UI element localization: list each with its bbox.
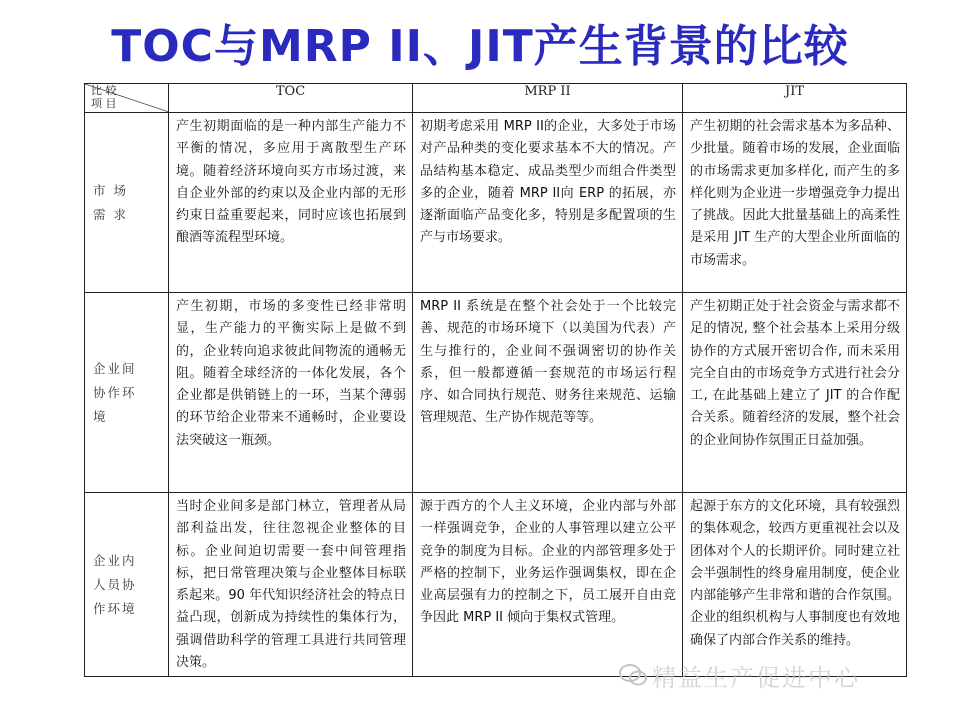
row-label: 市 场 需 求 xyxy=(85,113,169,293)
row-label: 企业内 人员协 作环境 xyxy=(85,493,169,677)
header-row xyxy=(85,84,907,113)
corner-top-label: 比 较 xyxy=(91,84,117,97)
corner-bottom-label: 项 目 xyxy=(91,97,117,110)
corner-header-cell xyxy=(85,84,169,113)
column-header-toc: TOC xyxy=(169,84,413,113)
cell-mrp: MRP II 系统是在整个社会处于一个比较完善、规范的市场环境下（以美国为代表）产生与推行的，企业间不强调密切的协作关系，但一般都遵循一套规范的市场运行程序、如合同执行规范、财务往来规范、运输管理规范、生产协作规范等等。 xyxy=(413,293,683,493)
cell-toc: 产生初期面临的是一种内部生产能力不平衡的情况，多应用于离散型生产环境。随着经济环境向买方市场过渡，来自企业外部的约束以及企业内部的无形约束日益重要起来，同时应该也拓展到酿酒等流程型环境。 xyxy=(169,113,413,293)
cell-mrp: 初期考虑采用 MRP II的企业，大多处于市场对产品种类的变化要求基本不大的情况。产品结构基本稳定、成品类型少而组合件类型多的企业，随着 MRP II向 ERP 的拓展，亦逐渐面临产品变化多，特别是多配置项的生产与市场要求。 xyxy=(413,113,683,293)
watermark-text: 精益生产促进中心 xyxy=(652,664,860,692)
cell-toc: 产生初期，市场的多变性已经非常明显，生产能力的平衡实际上是做不到的，企业转向追求彼此间物流的通畅无阻。随着全球经济的一体化发展，各个企业都是供销链上的一环，当某个薄弱的环节给企业带来不通畅时，企业要设法突破这一瓶颈。 xyxy=(169,293,413,493)
column-header-jit: JIT xyxy=(683,84,907,113)
row-label: 企业间 协作环 境 xyxy=(85,293,169,493)
wechat-icon xyxy=(618,662,648,688)
cell-jit: 产生初期的社会需求基本为多品种、少批量。随着市场的发展，企业面临的市场需求更加多样化, 而产生的多样化则为企业进一步增强竞争力提出了挑战。因此大批量基础上的高柔性是采用 JIT 生产的大型企业所面临的市场需求。 xyxy=(683,113,907,293)
cell-jit: 起源于东方的文化环境，具有较强烈的集体观念，较西方更重视社会以及团体对个人的长期评价。同时建立社会半强制性的终身雇用制度，使企业内部能够产生非常和谐的合作氛围。企业的组织机构与人事制度也有效地确保了内部合作关系的维持。 xyxy=(683,493,907,677)
table-row-inter-enterprise xyxy=(85,293,907,493)
cell-jit: 产生初期正处于社会资金与需求都不足的情况, 整个社会基本上采用分级协作的方式展开密切合作, 而未采用完全自由的市场竞争方式进行社会分工, 在此基础上建立了 JIT 的合作配合关系。随着经济的发展，整个社会的企业间协作氛围正日益加强。 xyxy=(683,293,907,493)
table-row-intra-enterprise xyxy=(85,493,907,677)
cell-mrp: 源于西方的个人主义环境，企业内部与外部一样强调竞争，企业的人事管理以建立公平竞争的制度为目标。企业的内部管理多处于严格的控制下，业务运作强调集权，即在企业高层强有力的控制之下，员工展开自由竞争因此 MRP II 倾向于集权式管理。 xyxy=(413,493,683,677)
cell-toc: 当时企业间多是部门林立，管理者从局部利益出发，往往忽视企业整体的目标。企业间迫切需要一套中间管理指标，把日常管理决策与企业整体目标联系起来。90 年代知识经济社会的特点日益凸现，创新成为持续性的集体行为，强调借助科学的管理工具进行共同管理决策。 xyxy=(169,493,413,677)
page-title: TOC与MRP II、JIT产生背景的比较 xyxy=(111,21,849,72)
table-row-market-demand xyxy=(85,113,907,293)
comparison-table xyxy=(84,83,907,677)
column-header-mrp: MRP II xyxy=(413,84,683,113)
